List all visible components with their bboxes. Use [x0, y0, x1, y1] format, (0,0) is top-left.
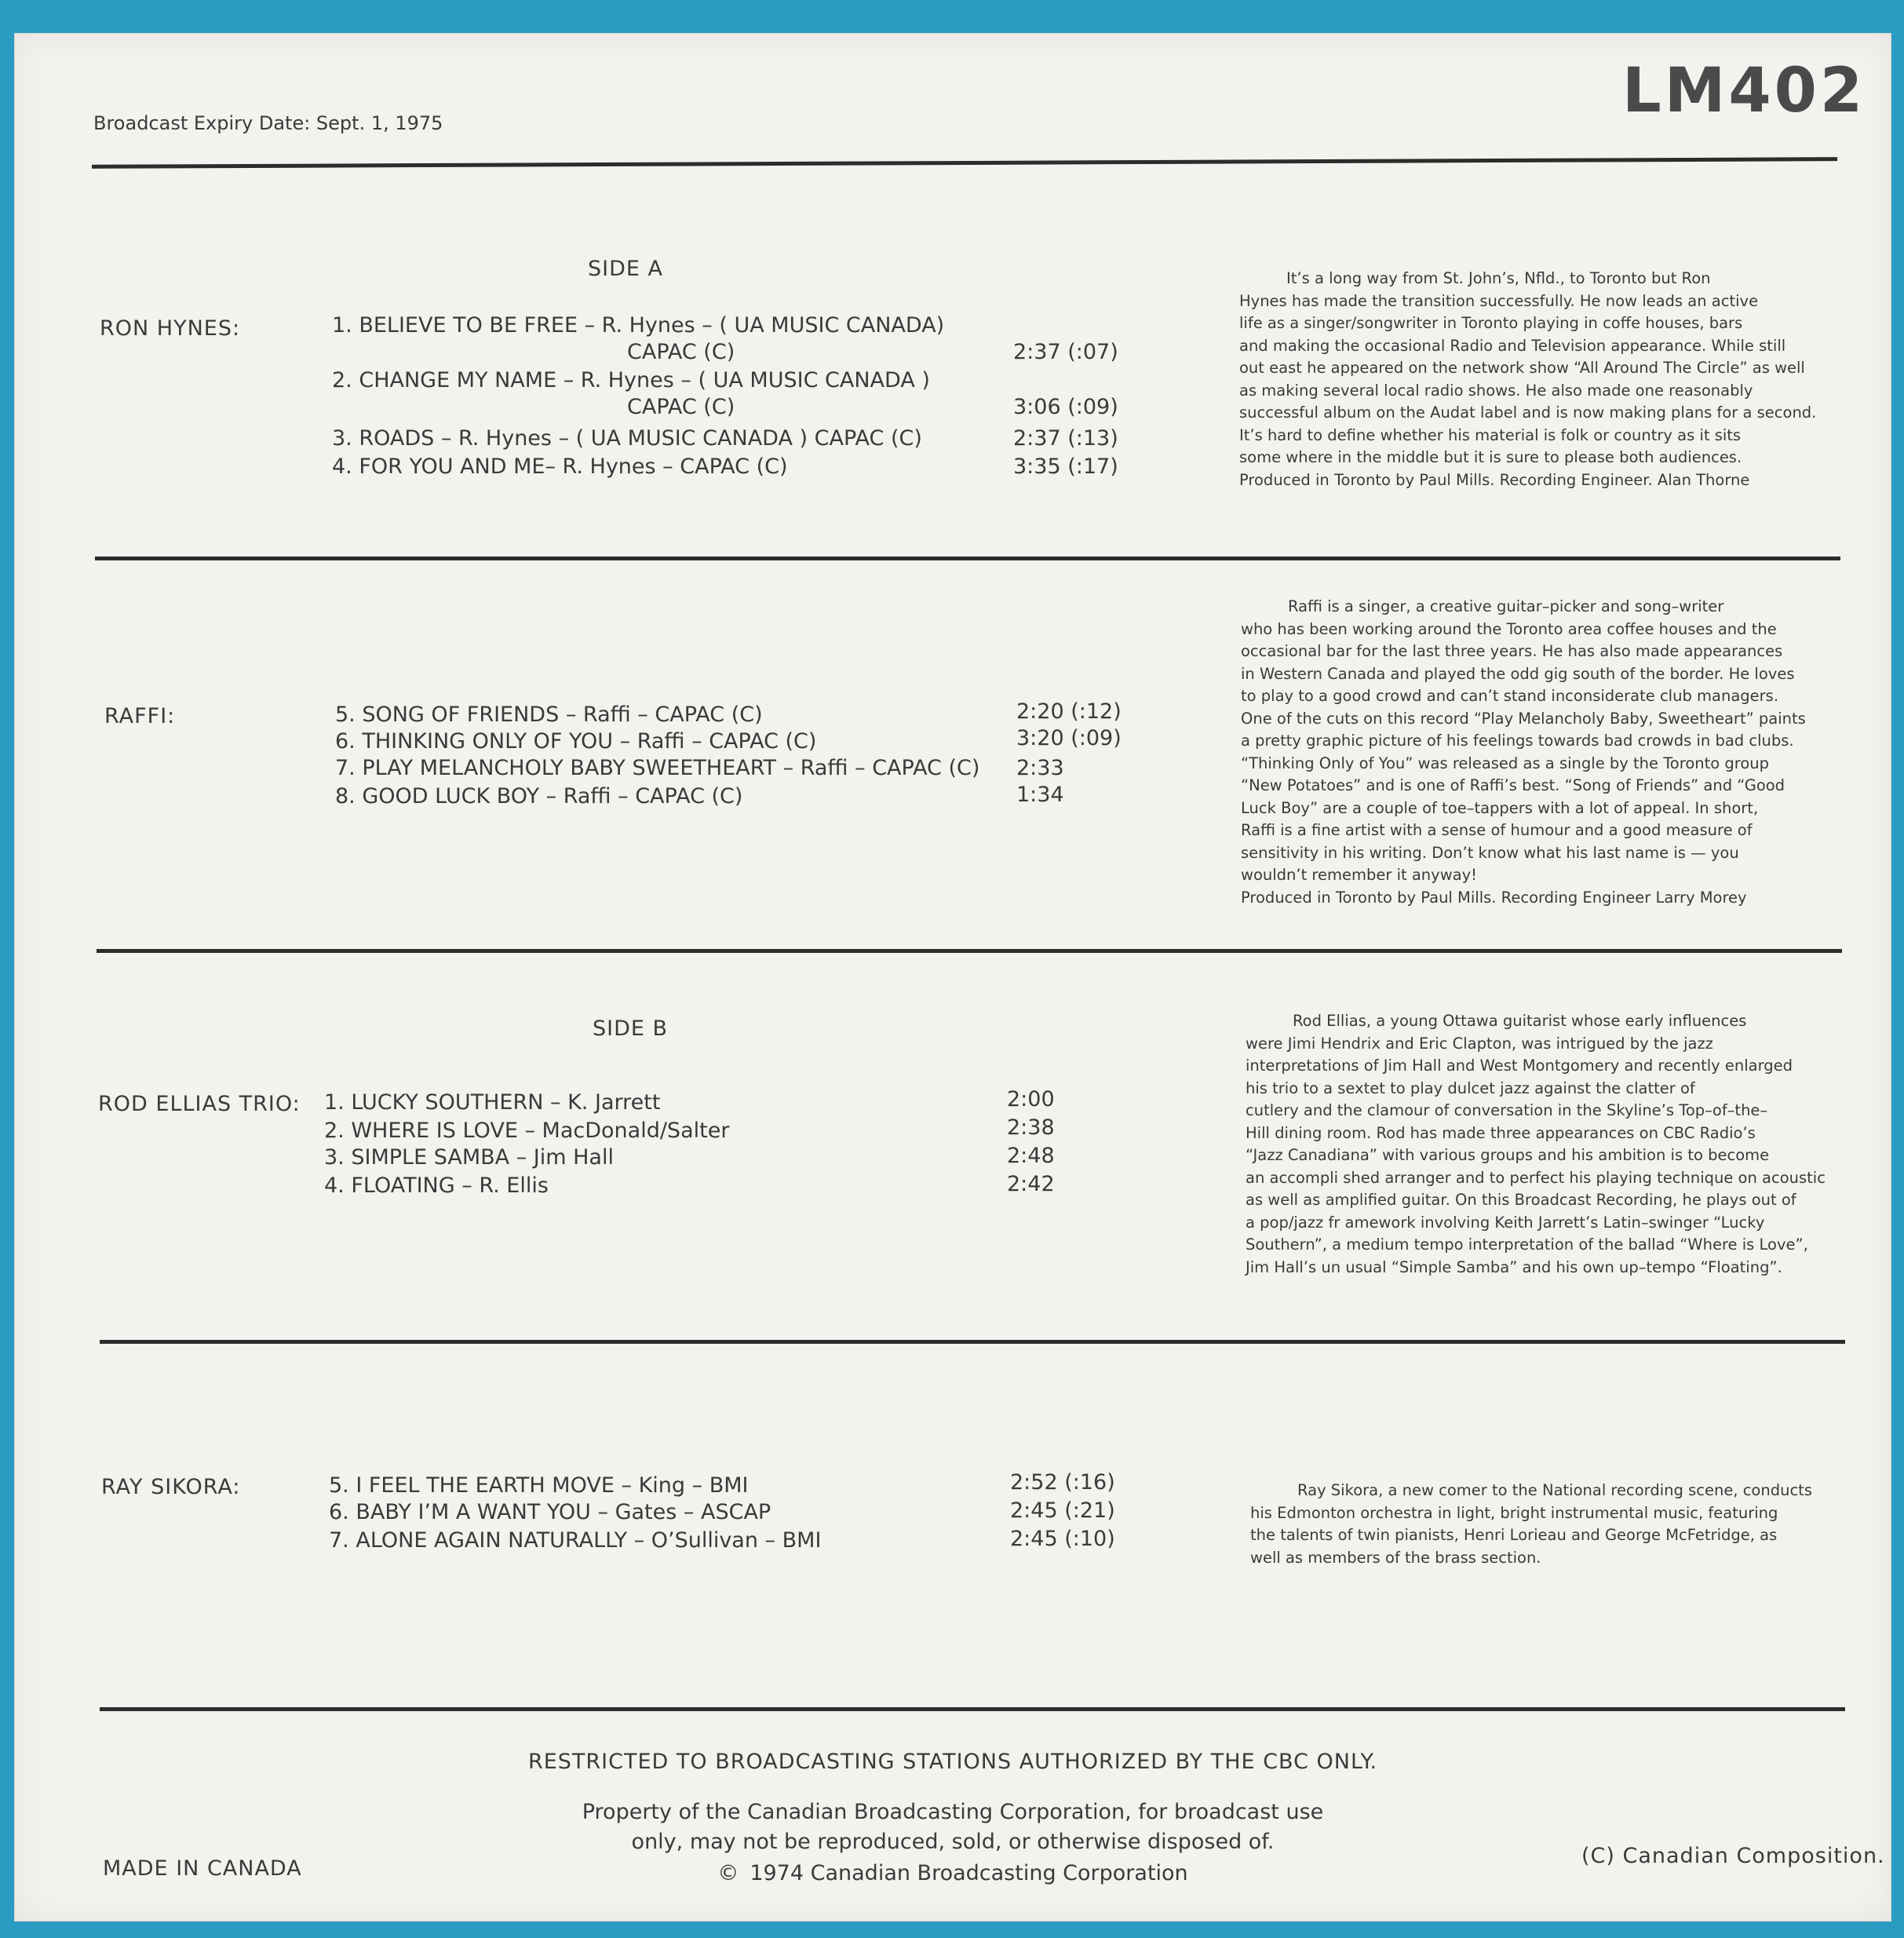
note-line: his trio to a sextet to play dulcet jazz against the clatter of	[1246, 1078, 1695, 1097]
ray-sikora-liner-notes	[1250, 1480, 1855, 1569]
note-line: an accompli shed arranger and to perfect his playing technique on acoustic	[1246, 1168, 1826, 1187]
restriction-notice: RESTRICTED TO BROADCASTING STATIONS AUTHORIZED BY THE CBC ONLY.	[527, 1750, 1378, 1774]
artist-raffi: RAFFI:	[104, 704, 176, 728]
note-line: a pretty graphic picture of his feelings towards bad crowds in bad clubs.	[1241, 732, 1794, 750]
divider-rule	[92, 157, 1837, 169]
note-line: out east he appeared on the network show “All Around The Circle” as well	[1239, 359, 1805, 377]
track-a1: 1. BELIEVE TO BE FREE – R. Hynes – ( UA MUSIC CANADA)	[332, 313, 945, 338]
track-a2-time: 3:06 (:09)	[1013, 395, 1118, 419]
track-b7-time: 2:45 (:10)	[1010, 1527, 1115, 1551]
track-b2: 2. WHERE IS LOVE – MacDonald/Salter	[324, 1119, 730, 1143]
note-line: a pop/jazz fr amework involving Keith Jarrett’s Latin–swinger “Lucky	[1246, 1213, 1765, 1232]
note-line: Rod Ellias, a young Ottawa guitarist whose early influences	[1293, 1012, 1747, 1030]
track-b3-time: 2:48	[1007, 1144, 1055, 1168]
track-a3-time: 2:37 (:13)	[1013, 426, 1118, 451]
artist-rod-ellias-trio: ROD ELLIAS TRIO:	[98, 1092, 301, 1116]
broadcast-expiry: Broadcast Expiry Date: Sept. 1, 1975	[93, 112, 443, 134]
note-line: Hill dining room. Rod has made three appearances on CBC Radio’s	[1246, 1123, 1756, 1142]
track-a6-time: 3:20 (:09)	[1016, 726, 1122, 750]
track-a1-time: 2:37 (:07)	[1013, 340, 1118, 364]
note-line: who has been working around the Toronto area coffee houses and the	[1241, 619, 1777, 638]
note-line: wouldn’t remember it anyway!	[1241, 866, 1477, 884]
track-a1-publisher: CAPAC (C)	[627, 340, 735, 364]
rod-ellias-liner-notes	[1246, 1010, 1850, 1279]
canadian-composition: (C) Canadian Composition.	[1581, 1844, 1885, 1868]
track-a4-time: 3:35 (:17)	[1013, 454, 1118, 479]
divider-rule	[95, 557, 1840, 560]
note-line: “Thinking Only of You” was released as a single by the Toronto group	[1241, 754, 1770, 772]
track-b2-time: 2:38	[1007, 1115, 1055, 1140]
track-a3: 3. ROADS – R. Hynes – ( UA MUSIC CANADA ) CAPAC (C)	[332, 426, 922, 451]
record-sleeve	[14, 33, 1891, 1922]
note-line: the talents of twin pianists, Henri Lorieau and George McFetridge, as	[1250, 1526, 1778, 1544]
copyright-icon: ©	[717, 1861, 739, 1885]
catalog-number: LM402	[1622, 56, 1866, 126]
track-b6-time: 2:45 (:21)	[1010, 1498, 1115, 1523]
note-line: were Jimi Hendrix and Eric Clapton, was intrigued by the jazz	[1246, 1034, 1713, 1053]
note-line: life as a singer/songwriter in Toronto playing in coffe houses, bars	[1239, 314, 1743, 332]
track-b3: 3. SIMPLE SAMBA – Jim Hall	[324, 1145, 614, 1170]
side-b-label: SIDE B	[593, 1016, 669, 1041]
note-line: Hynes has made the transition successfully. He now leads an active	[1239, 291, 1759, 310]
note-line: It’s hard to define whether his material is folk or country as it sits	[1239, 425, 1742, 444]
note-line: sensitivity in his writing. Don’t know what his last name is — you	[1241, 843, 1739, 862]
note-line: to play to a good crowd and can’t stand inconsiderate club managers.	[1241, 687, 1779, 705]
track-a7: 7. PLAY MELANCHOLY BABY SWEETHEART – Raffi – CAPAC (C)	[335, 756, 980, 780]
note-line: Produced in Toronto by Paul Mills. Recording Engineer. Alan Thorne	[1239, 470, 1750, 489]
side-a-label: SIDE A	[588, 257, 664, 281]
note-line: Luck Boy” are a couple of toe–tappers with a lot of appeal. In short,	[1241, 798, 1759, 817]
track-b5: 5. I FEEL THE EARTH MOVE – King – BMI	[329, 1473, 749, 1498]
note-line: Southern”, a medium tempo interpretation of the ballad “Where is Love”,	[1246, 1235, 1808, 1254]
track-a6: 6. THINKING ONLY OF YOU – Raffi – CAPAC (C)	[335, 729, 817, 754]
track-b4-time: 2:42	[1007, 1172, 1055, 1196]
track-a2-publisher: CAPAC (C)	[627, 395, 735, 419]
track-a5: 5. SONG OF FRIENDS – Raffi – CAPAC (C)	[335, 703, 763, 727]
track-b5-time: 2:52 (:16)	[1010, 1470, 1115, 1495]
note-line: cutlery and the clamour of conversation in the Skyline’s Top–of–the–	[1246, 1101, 1768, 1119]
note-line: some where in the middle but it is sure to please both audiences.	[1239, 448, 1742, 466]
note-line: Raffi is a singer, a creative guitar–picker and song–writer	[1288, 597, 1724, 615]
note-line: “New Potatoes” and is one of Raffi’s best. “Song of Friends” and “Good	[1241, 776, 1785, 794]
note-line: interpretations of Jim Hall and West Montgomery and recently enlarged	[1246, 1057, 1793, 1075]
track-b7: 7. ALONE AGAIN NATURALLY – O’Sullivan – BMI	[329, 1528, 822, 1553]
note-line: One of the cuts on this record “Play Melancholy Baby, Sweetheart” paints	[1241, 709, 1806, 728]
note-line: his Edmonton orchestra in light, bright instrumental music, featuring	[1250, 1503, 1778, 1522]
track-a7-time: 2:33	[1016, 756, 1064, 780]
property-notice-line2: only, may not be reproduced, sold, or otherwise disposed of.	[631, 1830, 1275, 1854]
artist-ron-hynes: RON HYNES:	[100, 316, 241, 341]
note-line: as well as amplified guitar. On this Broadcast Recording, he plays out of	[1246, 1191, 1796, 1209]
track-a8: 8. GOOD LUCK BOY – Raffi – CAPAC (C)	[335, 784, 743, 808]
divider-rule	[97, 949, 1842, 953]
note-line: Raffi is a fine artist with a sense of humour and a good measure of	[1241, 821, 1753, 839]
note-line: as making several local radio shows. He also made one reasonably	[1239, 381, 1753, 400]
track-b6: 6. BABY I’M A WANT YOU – Gates – ASCAP	[329, 1500, 771, 1524]
property-notice-line1: Property of the Canadian Broadcasting Corporation, for broadcast use	[582, 1800, 1324, 1824]
note-line: in Western Canada and played the odd gig south of the border. He loves	[1241, 664, 1795, 683]
ron-hynes-liner-notes	[1239, 268, 1844, 491]
artist-ray-sikora: RAY SIKORA:	[101, 1475, 241, 1499]
note-line: occasional bar for the last three years. He has also made appearances	[1241, 642, 1783, 660]
made-in-canada: MADE IN CANADA	[103, 1856, 302, 1881]
note-line: Jim Hall’s un usual “Simple Samba” and his own up–tempo “Floating”.	[1246, 1257, 1782, 1276]
track-b1: 1. LUCKY SOUTHERN – K. Jarrett	[324, 1090, 661, 1115]
track-a5-time: 2:20 (:12)	[1016, 699, 1122, 724]
track-b4: 4. FLOATING – R. Ellis	[324, 1173, 549, 1198]
note-line: It’s a long way from St. John’s, Nfld., to Toronto but Ron	[1286, 269, 1711, 287]
note-line: well as members of the brass section.	[1250, 1548, 1541, 1567]
copyright-text: 1974 Canadian Broadcasting Corporation	[750, 1861, 1188, 1885]
note-line: and making the occasional Radio and Television appearance. While still	[1239, 336, 1786, 355]
divider-rule	[100, 1340, 1845, 1344]
divider-rule	[100, 1707, 1845, 1711]
track-a8-time: 1:34	[1016, 783, 1064, 807]
note-line: Ray Sikora, a new comer to the National recording scene, conducts	[1297, 1481, 1812, 1499]
note-line: Produced in Toronto by Paul Mills. Recording Engineer Larry Morey	[1241, 888, 1747, 907]
note-line: “Jazz Canadiana” with various groups and his ambition is to become	[1246, 1146, 1770, 1164]
track-a4: 4. FOR YOU AND ME– R. Hynes – CAPAC (C)	[332, 454, 788, 479]
track-b1-time: 2:00	[1007, 1087, 1055, 1111]
raffi-liner-notes	[1241, 596, 1845, 909]
track-a2: 2. CHANGE MY NAME – R. Hynes – ( UA MUSIC CANADA )	[332, 368, 930, 392]
note-line: successful album on the Audat label and is now making plans for a second.	[1239, 403, 1817, 422]
